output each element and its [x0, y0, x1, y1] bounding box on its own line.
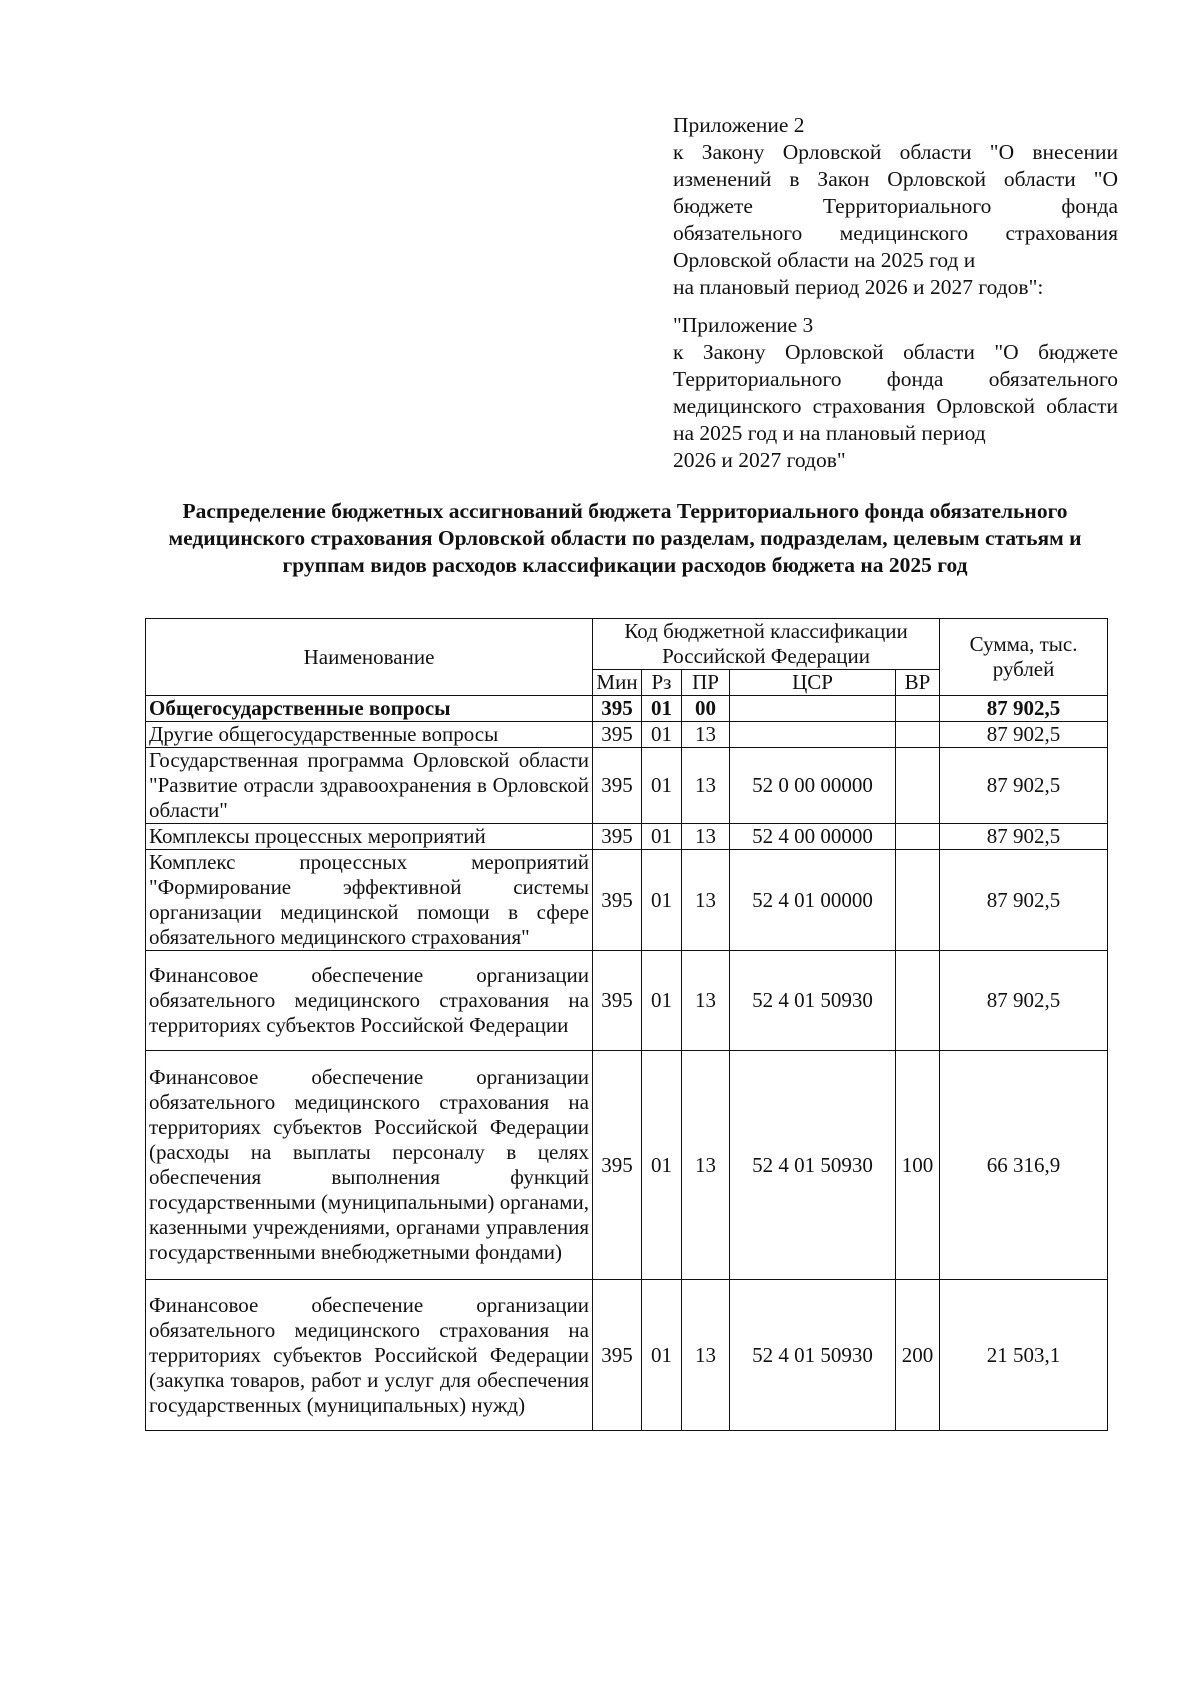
- row-pr: 00: [682, 696, 730, 722]
- row-rz: 01: [642, 951, 682, 1051]
- row-vr: [896, 824, 940, 850]
- row-pr: 13: [682, 850, 730, 951]
- table-row: [146, 696, 1108, 722]
- row-amount: 87 902,5: [940, 722, 1108, 748]
- row-csr: 52 0 00 00000: [730, 748, 896, 824]
- row-min: 395: [593, 748, 642, 824]
- appendix-label: Приложение 2: [673, 113, 805, 137]
- row-vr: [896, 850, 940, 951]
- row-csr: 52 4 01 00000: [730, 850, 896, 951]
- row-min: 395: [593, 1280, 642, 1431]
- row-name: Комплекс процессных мероприятий "Формирование эффективной системы организации медицинской помощи в сфере обязательного медицинского страхования": [146, 850, 593, 951]
- row-vr: 100: [896, 1051, 940, 1280]
- appendix-text-last: на плановый период 2026 и 2027 годов":: [673, 275, 1044, 299]
- row-pr: 13: [682, 951, 730, 1051]
- row-pr: 13: [682, 722, 730, 748]
- row-vr: [896, 696, 940, 722]
- column-header-vr: ВР: [896, 670, 940, 696]
- row-pr: 13: [682, 824, 730, 850]
- row-csr: 52 4 01 50930: [730, 1051, 896, 1280]
- original-law-reference: [673, 312, 1118, 474]
- row-vr: [896, 722, 940, 748]
- row-csr: [730, 722, 896, 748]
- original-appendix-label: "Приложение 3: [673, 313, 814, 337]
- row-min: 395: [593, 696, 642, 722]
- column-header-pr: ПР: [682, 670, 730, 696]
- row-rz: 01: [642, 824, 682, 850]
- row-name: Финансовое обеспечение организации обязательного медицинского страхования на территориях субъектов Российской Федерации: [146, 951, 593, 1051]
- table-row: [146, 951, 1108, 1051]
- document-title: Распределение бюджетных ассигнований бюджета Территориального фонда обязательного медицинского страхования Орловской области по разделам, подразделам, целевым статьям и группам видов расходов классификации расходов бюджета на 2025 год: [168, 499, 1082, 577]
- row-rz: 01: [642, 850, 682, 951]
- column-header-csr: ЦСР: [730, 670, 896, 696]
- row-csr: 52 4 01 50930: [730, 951, 896, 1051]
- budget-allocation-table: [145, 618, 1108, 1431]
- row-name: Государственная программа Орловской области "Развитие отрасли здравоохранения в Орловской области": [146, 748, 593, 824]
- column-header-amount: Сумма, тыс. рублей: [940, 619, 1108, 696]
- row-name: Общегосударственные вопросы: [146, 696, 593, 722]
- header-row-group: [146, 619, 1108, 670]
- row-amount: 66 316,9: [940, 1051, 1108, 1280]
- row-csr: 52 4 00 00000: [730, 824, 896, 850]
- row-amount: 87 902,5: [940, 696, 1108, 722]
- row-amount: 87 902,5: [940, 850, 1108, 951]
- table-row: [146, 1051, 1108, 1280]
- row-min: 395: [593, 1051, 642, 1280]
- row-name: Комплексы процессных мероприятий: [146, 824, 593, 850]
- row-pr: 13: [682, 1051, 730, 1280]
- row-min: 395: [593, 951, 642, 1051]
- row-rz: 01: [642, 1280, 682, 1431]
- column-header-name: Наименование: [146, 619, 593, 696]
- column-header-min: Мин: [593, 670, 642, 696]
- original-appendix-text: к Закону Орловской области "О бюджете Территориального фонда обязательного медицинского страхования Орловской области на 2025 год и на плановый период: [673, 340, 1118, 445]
- column-header-code-group: Код бюджетной классификации Российской Федерации: [593, 619, 940, 670]
- original-appendix-text-last: 2026 и 2027 годов": [673, 448, 846, 472]
- row-rz: 01: [642, 1051, 682, 1280]
- row-vr: [896, 748, 940, 824]
- row-rz: 01: [642, 748, 682, 824]
- appendix-text: к Закону Орловской области "О внесении изменений в Закон Орловской области "О бюджете Территориального фонда обязательного медицинского страхования Орловской области на 2025 год и: [673, 140, 1118, 272]
- amending-law-reference: [673, 112, 1118, 301]
- annex-header: [673, 112, 1118, 485]
- row-amount: 87 902,5: [940, 748, 1108, 824]
- table-row: [146, 722, 1108, 748]
- row-min: 395: [593, 850, 642, 951]
- row-pr: 13: [682, 1280, 730, 1431]
- row-name: Финансовое обеспечение организации обязательного медицинского страхования на территориях субъектов Российской Федерации (закупка товаров, работ и услуг для обеспечения государственных (муниципальных) нужд): [146, 1280, 593, 1431]
- row-min: 395: [593, 722, 642, 748]
- row-min: 395: [593, 824, 642, 850]
- table-row: [146, 824, 1108, 850]
- row-name: Другие общегосударственные вопросы: [146, 722, 593, 748]
- column-header-rz: Рз: [642, 670, 682, 696]
- row-rz: 01: [642, 696, 682, 722]
- row-name: Финансовое обеспечение организации обязательного медицинского страхования на территориях субъектов Российской Федерации (расходы на выплаты персоналу в целях обеспечения выполнения функций государственными (муниципальными) органами, казенными учреждениями, органами управления государственными внебюджетными фондами): [146, 1051, 593, 1280]
- row-amount: 87 902,5: [940, 951, 1108, 1051]
- row-rz: 01: [642, 722, 682, 748]
- table-row: [146, 1280, 1108, 1431]
- row-csr: 52 4 01 50930: [730, 1280, 896, 1431]
- row-amount: 87 902,5: [940, 824, 1108, 850]
- table-row: [146, 748, 1108, 824]
- row-vr: [896, 951, 940, 1051]
- row-pr: 13: [682, 748, 730, 824]
- table-row: [146, 850, 1108, 951]
- row-csr: [730, 696, 896, 722]
- row-vr: 200: [896, 1280, 940, 1431]
- row-amount: 21 503,1: [940, 1280, 1108, 1431]
